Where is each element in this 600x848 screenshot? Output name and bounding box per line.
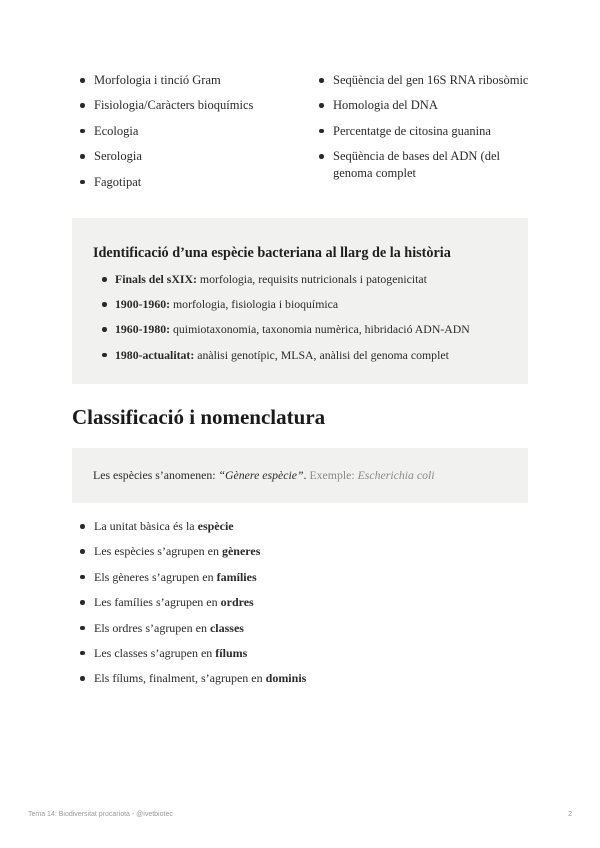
- note-quote: “Gènere espècie”: [218, 468, 304, 482]
- list-item: [115, 321, 515, 338]
- item-text: Les classes s’agrupen en: [94, 645, 216, 660]
- section-title: Classificació i nomenclatura: [72, 405, 326, 429]
- criteria-list-left: [94, 72, 294, 199]
- list-item: [94, 645, 514, 662]
- history-term: 1960-1980:: [115, 322, 171, 337]
- list-item: [94, 569, 514, 586]
- item-text: Les espècies s’agrupen en: [94, 544, 222, 559]
- item-text: Els ordres s’agrupen en: [94, 620, 210, 635]
- item-text: Les famílies s’agrupen en: [94, 595, 221, 610]
- list-item: Serologia: [94, 148, 294, 165]
- history-term: 1900-1960:: [115, 297, 171, 312]
- item-text: Els gèneres s’agrupen en: [94, 569, 217, 584]
- footer-text: Tema 14: Biodiversitat procariota - @ivetbiotec: [28, 811, 173, 818]
- history-text: morfologia, requisits nutricionals i patogenicitat: [196, 272, 427, 286]
- history-term: 1980-actualitat:: [115, 347, 195, 362]
- list-item: [115, 271, 515, 288]
- criteria-list-right: [333, 72, 538, 191]
- list-item: Percentatge de citosina guanina: [333, 123, 538, 140]
- list-item: [94, 518, 514, 535]
- history-text: anàlisi genotípic, MLSA, anàlisi del genoma complet: [194, 347, 449, 362]
- note-prefix: Les espècies s’anomenen:: [93, 468, 219, 482]
- page-number: 2: [568, 811, 572, 818]
- history-text: morfologia, fisiologia i bioquímica: [170, 297, 339, 312]
- list-item: [94, 543, 514, 560]
- item-bold: gèneres: [221, 544, 261, 559]
- list-item: Morfologia i tinció Gram: [94, 72, 294, 89]
- note-text: [93, 467, 435, 484]
- list-item: [94, 620, 514, 637]
- item-bold: famílies: [216, 569, 257, 584]
- list-item: Ecologia: [94, 123, 294, 140]
- list-item: Seqüència de bases del ADN (del genoma complet: [333, 148, 538, 182]
- note-example-label: Exemple:: [309, 468, 358, 482]
- item-bold: classes: [209, 620, 244, 635]
- history-list: [115, 271, 515, 372]
- list-item: Fisiologia/Caràcters bioquímics: [94, 97, 294, 114]
- item-bold: ordres: [220, 595, 254, 610]
- callout-title: Identificació d’una espècie bacteriana al llarg de la història: [93, 245, 451, 261]
- list-item: [94, 670, 514, 687]
- list-item: Homologia del DNA: [333, 97, 538, 114]
- note-example: [309, 468, 434, 482]
- hierarchy-list: [94, 518, 514, 696]
- nomenclature-note: [72, 448, 528, 503]
- list-item: [94, 594, 514, 611]
- list-item: Seqüència del gen 16S RNA ribosòmic: [333, 72, 538, 89]
- item-bold: espècie: [197, 519, 234, 533]
- note-period: .: [303, 468, 310, 482]
- note-example-value: Escherichia coli: [357, 468, 435, 482]
- item-bold: fílums: [215, 645, 248, 660]
- history-text: quimiotaxonomia, taxonomia numèrica, hibridació ADN-ADN: [170, 322, 470, 337]
- item-bold: dominis: [265, 671, 307, 686]
- list-item: [115, 296, 515, 313]
- item-text: Els fílums, finalment, s’agrupen en: [94, 671, 266, 686]
- history-callout: [72, 218, 528, 384]
- history-term: Finals del sXIX:: [115, 272, 197, 286]
- item-text: La unitat bàsica és la: [94, 519, 198, 533]
- list-item: Fagotipat: [94, 174, 294, 191]
- list-item: [115, 347, 515, 364]
